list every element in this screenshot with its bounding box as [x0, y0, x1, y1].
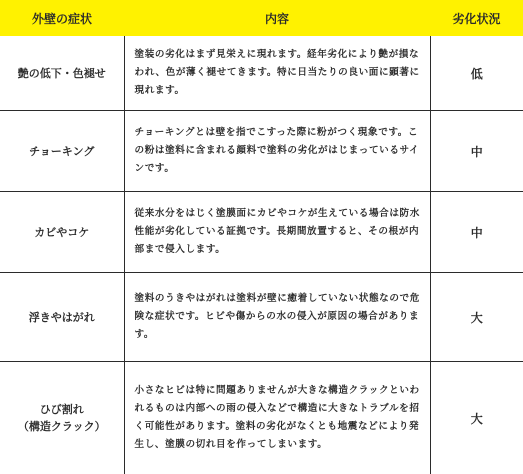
symptom-cell: 艶の低下・色褪せ: [0, 36, 124, 111]
symptom-cell: カビやコケ: [0, 192, 124, 273]
table-row: [0, 362, 523, 474]
header-content: 内容: [124, 0, 430, 36]
level-cell: 低: [430, 36, 523, 111]
content-cell: 塗装の劣化はまず見栄えに現れます。経年劣化により艶が損なわれ、色が薄く褪せてきます。特に日当たりの良い面に顕著に現れます。: [124, 36, 430, 111]
content-cell: 従来水分をはじく塗膜面にカビやコケが生えている場合は防水性能が劣化している証拠です。長期間放置すると、その根が内部まで侵入します。: [124, 192, 430, 273]
symptom-line: ひび割れ: [0, 401, 124, 418]
content-cell: 小さなヒビは特に問題ありませんが大きな構造クラックといわれるものは内部への雨の侵入などで構造に大きなトラブルを招く可能性があります。塗料の劣化がなくとも地震などにより発生し、塗膜の切れ目を作ってしまいます。: [124, 362, 430, 474]
symptom-line: （構造クラック）: [0, 418, 124, 435]
table-row: [0, 192, 523, 273]
level-cell: 大: [430, 273, 523, 362]
header-level: 劣化状況: [430, 0, 523, 36]
table-row: [0, 111, 523, 192]
symptom-cell: 浮きやはがれ: [0, 273, 124, 362]
symptom-cell: [0, 362, 124, 474]
symptom-cell: チョーキング: [0, 111, 124, 192]
table-row: [0, 273, 523, 362]
content-cell: 塗料のうきやはがれは塗料が壁に癒着していない状態なので危険な症状です。ヒビや傷からの水の侵入が原因の場合があります。: [124, 273, 430, 362]
table-row: [0, 36, 523, 111]
level-cell: 中: [430, 192, 523, 273]
level-cell: 大: [430, 362, 523, 474]
level-cell: 中: [430, 111, 523, 192]
header-symptom: 外壁の症状: [0, 0, 124, 36]
content-cell: チョーキングとは壁を指でこすった際に粉がつく現象です。この粉は塗料に含まれる顔料で塗料の劣化がはじまっているサインです。: [124, 111, 430, 192]
table-header-row: [0, 0, 523, 36]
